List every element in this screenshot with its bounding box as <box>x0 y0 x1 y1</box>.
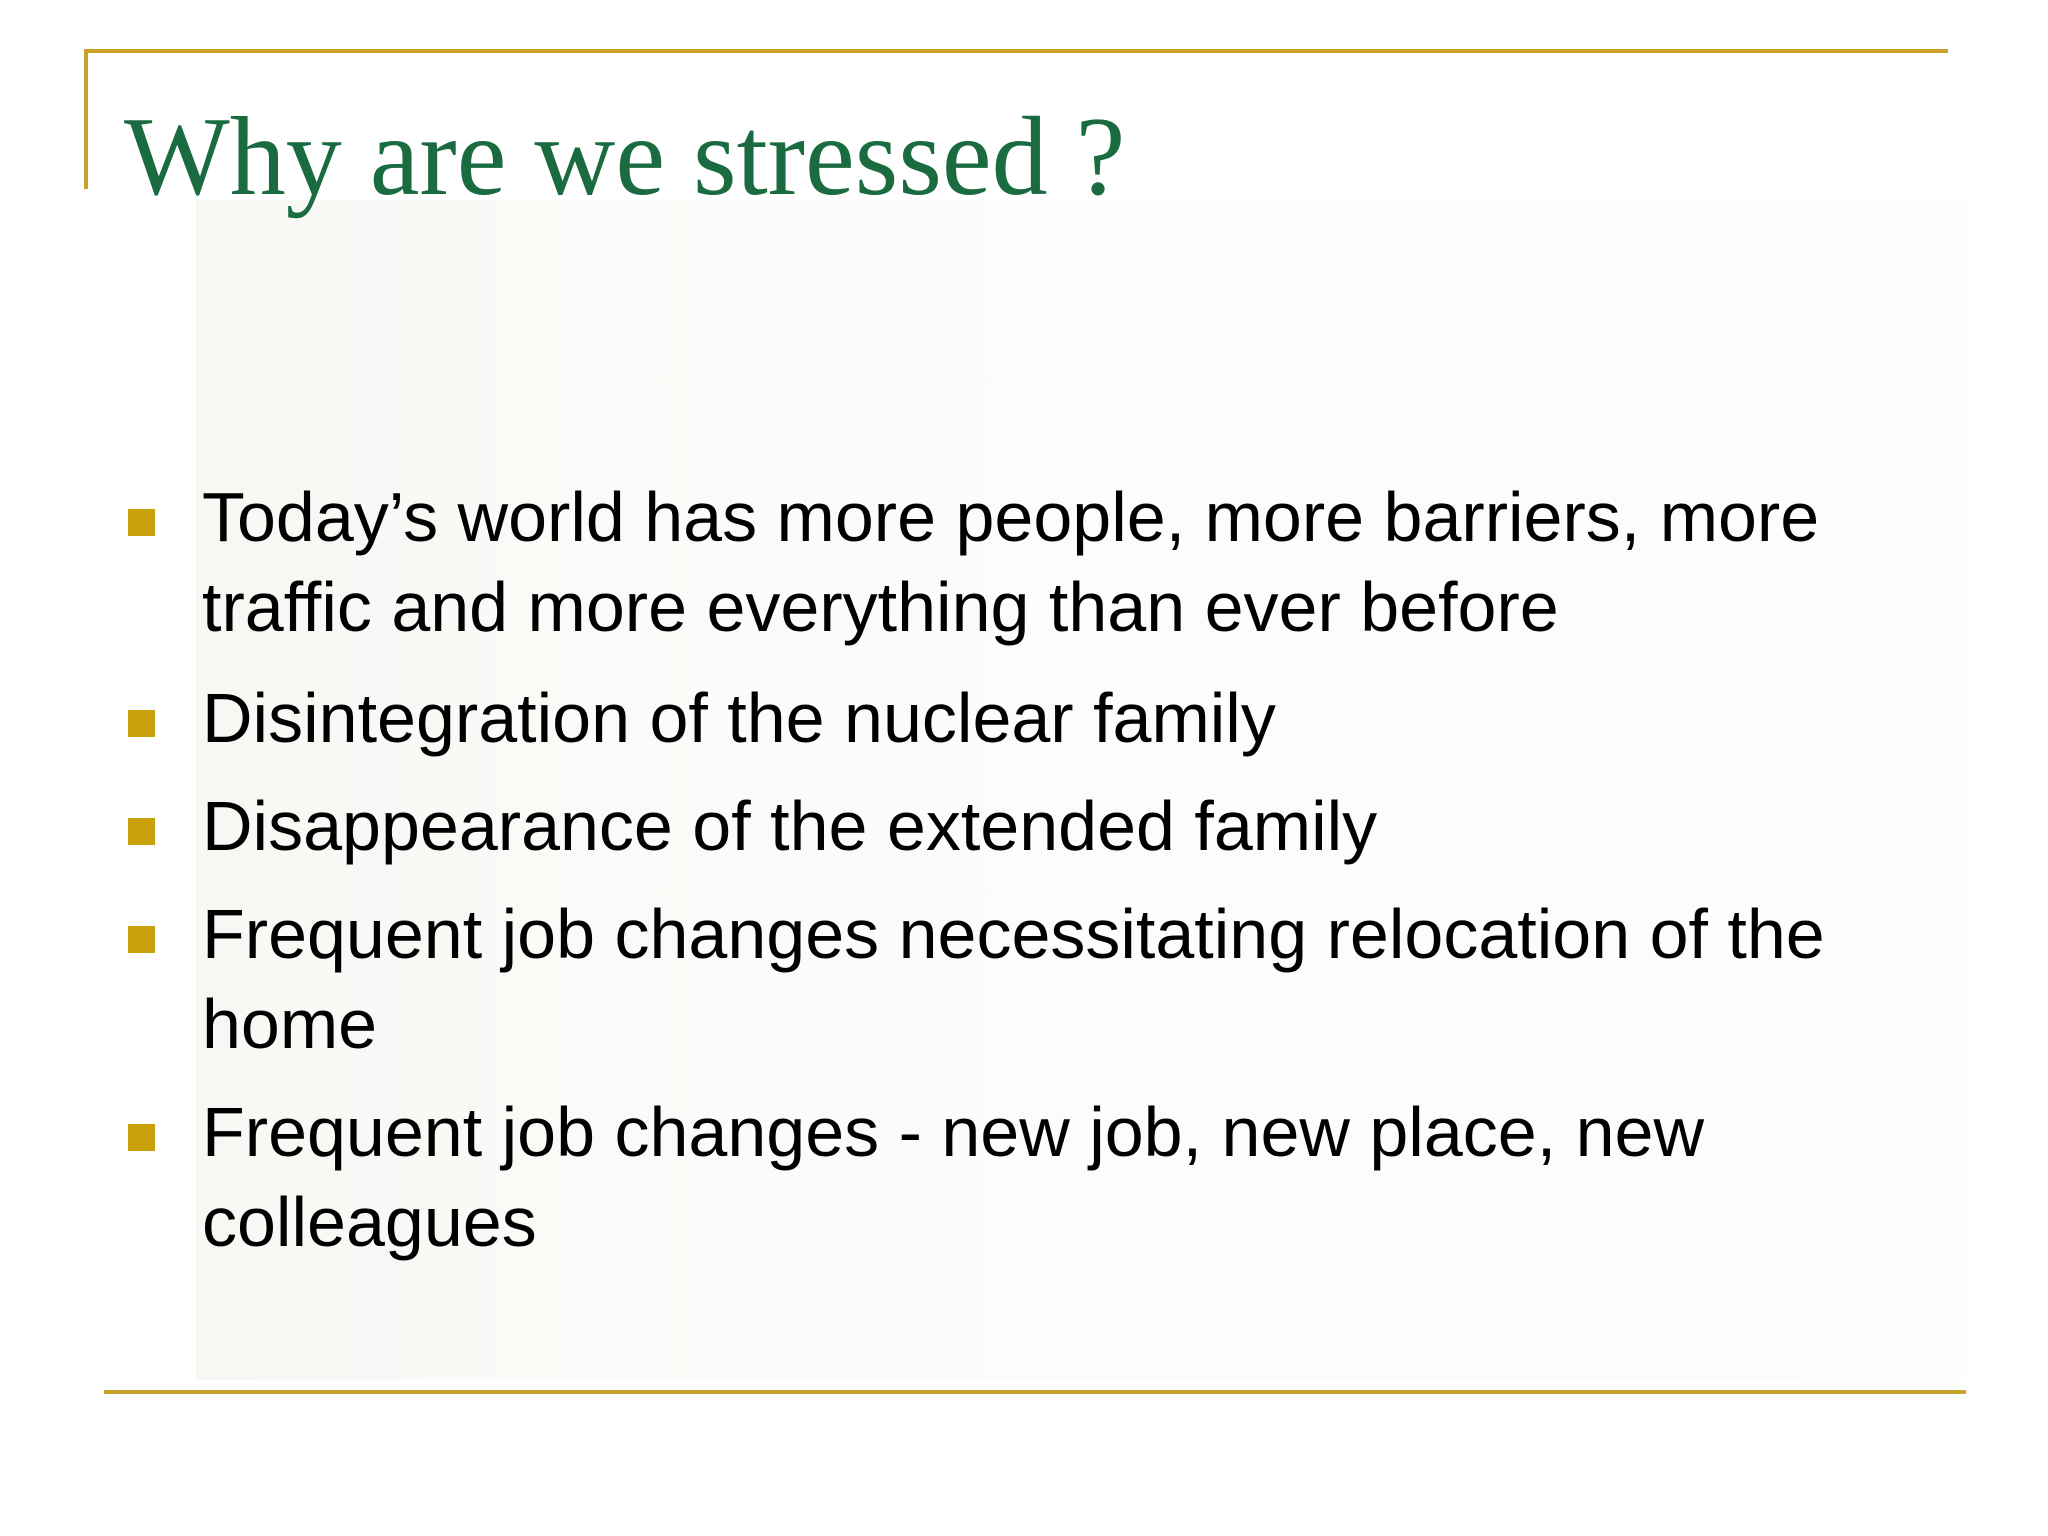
bullet-text <box>202 673 1962 763</box>
bullet-line: Disintegration of the nuclear family <box>202 679 1276 757</box>
bullet-marker-icon <box>128 818 155 845</box>
bullet-text <box>202 1087 1962 1267</box>
bullet-marker-icon <box>128 509 155 536</box>
bullet-text <box>202 472 1962 652</box>
bullet-line: traffic and more everything than ever before <box>202 568 1559 646</box>
bullet-marker-icon <box>128 710 155 737</box>
bullet-line: Frequent job changes - new job, new place, new <box>202 1093 1705 1171</box>
top-rule <box>84 49 1948 53</box>
left-rule <box>84 49 88 189</box>
bullet-line: Frequent job changes necessitating relocation of the <box>202 895 1825 973</box>
bullet-line: colleagues <box>202 1183 537 1261</box>
bullet-line: Today’s world has more people, more barriers, more <box>202 478 1820 556</box>
slide-title: Why are we stressed ? <box>124 95 1126 219</box>
bullet-marker-icon <box>128 926 155 953</box>
bullet-marker-icon <box>128 1124 155 1151</box>
bottom-rule <box>104 1390 1966 1394</box>
bullet-line: Disappearance of the extended family <box>202 787 1378 865</box>
bullet-line: home <box>202 985 378 1063</box>
bullet-text <box>202 889 1962 1069</box>
bullet-text <box>202 781 1962 871</box>
